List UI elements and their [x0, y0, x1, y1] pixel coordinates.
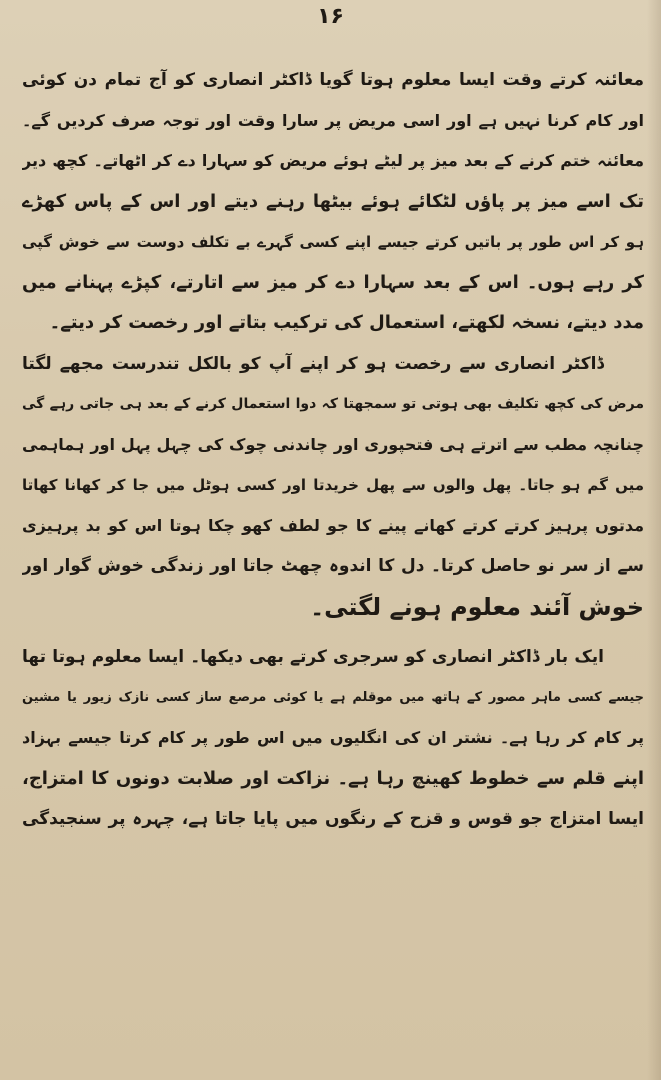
text-line: اور کام کرنا نہیں ہے اور اسی مریض پر سارا وقت اور توجہ صرف کردیں گے۔	[22, 110, 644, 130]
text-line: اپنے قلم سے خطوط کھینچ رہا ہے۔ نزاکت اور صلابت دونوں کا امتزاج،	[22, 767, 644, 789]
text-line: پر کام کر رہا ہے۔ نشتر ان کی انگلیوں میں اس طور پر کام کرتا جیسے بہزاد	[22, 728, 644, 747]
paragraph	[22, 344, 644, 628]
text-line: معائنہ ختم کرنے کے بعد میز پر لیٹے ہوئے مریض کو سہارا دے کر اٹھاتے۔ کچھ دیر	[22, 151, 644, 170]
text-line: کر رہے ہوں۔ اس کے بعد سہارا دے کر میز سے اتارتے، کپڑے پہنانے میں	[22, 271, 644, 293]
text-line: چنانچہ مطب سے اترتے ہی فتحپوری اور چاندنی چوک کی چہل پہل اور ہماہمی	[22, 434, 644, 454]
text-line: ایک بار ڈاکٹر انصاری کو سرجری کرتے بھی دیکھا۔ ایسا معلوم ہوتا تھا	[22, 647, 604, 667]
text-line: ہو کر اس طور پر باتیں کرتے جیسے اپنے کسی گہرے بے تکلف دوست سے خوش گپی	[22, 233, 644, 251]
text-line: ایسا امتزاج جو قوس و قزح کے رنگوں میں پایا جاتا ہے، چہرہ پر سنجیدگی	[22, 809, 644, 829]
paragraph	[22, 637, 644, 840]
text-line: سے از سر نو حاصل کرتا۔ دل کا اندوہ چھٹ جاتا اور زندگی خوش گوار اور	[22, 556, 644, 576]
text-line: خوش آئند معلوم ہونے لگتی۔	[310, 592, 644, 621]
text-line: میں گم ہو جاتا۔ پھل والوں سے پھل خریدتا اور کسی ہوٹل میں جا کر کھانا کھاتا	[22, 476, 644, 494]
paragraph	[22, 60, 644, 344]
page-edge-shadow	[647, 0, 661, 1080]
text-line: معائنہ کرتے وقت ایسا معلوم ہوتا گویا ڈاکٹر انصاری کو آج تمام دن کوئی	[22, 70, 644, 90]
text-line: جیسے کسی ماہر مصور کے ہاتھ میں موقلم ہے یا کوئی مرصع ساز کسی نازک زیور یا مشین	[22, 689, 644, 705]
text-line: مدتوں پرہیز کرتے کرتے کھانے پینے کا جو لطف کھو چکا ہوتا اس کو بد پرہیزی	[22, 515, 644, 535]
text-line: ڈاکٹر انصاری سے رخصت ہو کر اپنے آپ کو بالکل تندرست مجھے لگتا	[22, 353, 604, 374]
page-body-text	[22, 60, 644, 840]
text-line: مرض کی کچھ تکلیف بھی ہوتی تو سمجھتا کہ دوا استعمال کرنے کے بعد ہی جاتی رہے گی	[22, 396, 644, 412]
page-number: ۱۶	[317, 4, 344, 29]
paragraph-gap	[22, 627, 644, 637]
text-line: تک اسے میز پر پاؤں لٹکائے ہوئے بیٹھا رہنے دیتے اور اس کے پاس کھڑے	[22, 190, 644, 212]
text-line: مدد دیتے، نسخہ لکھتے، استعمال کی ترکیب بتاتے اور رخصت کر دیتے۔	[49, 312, 644, 333]
